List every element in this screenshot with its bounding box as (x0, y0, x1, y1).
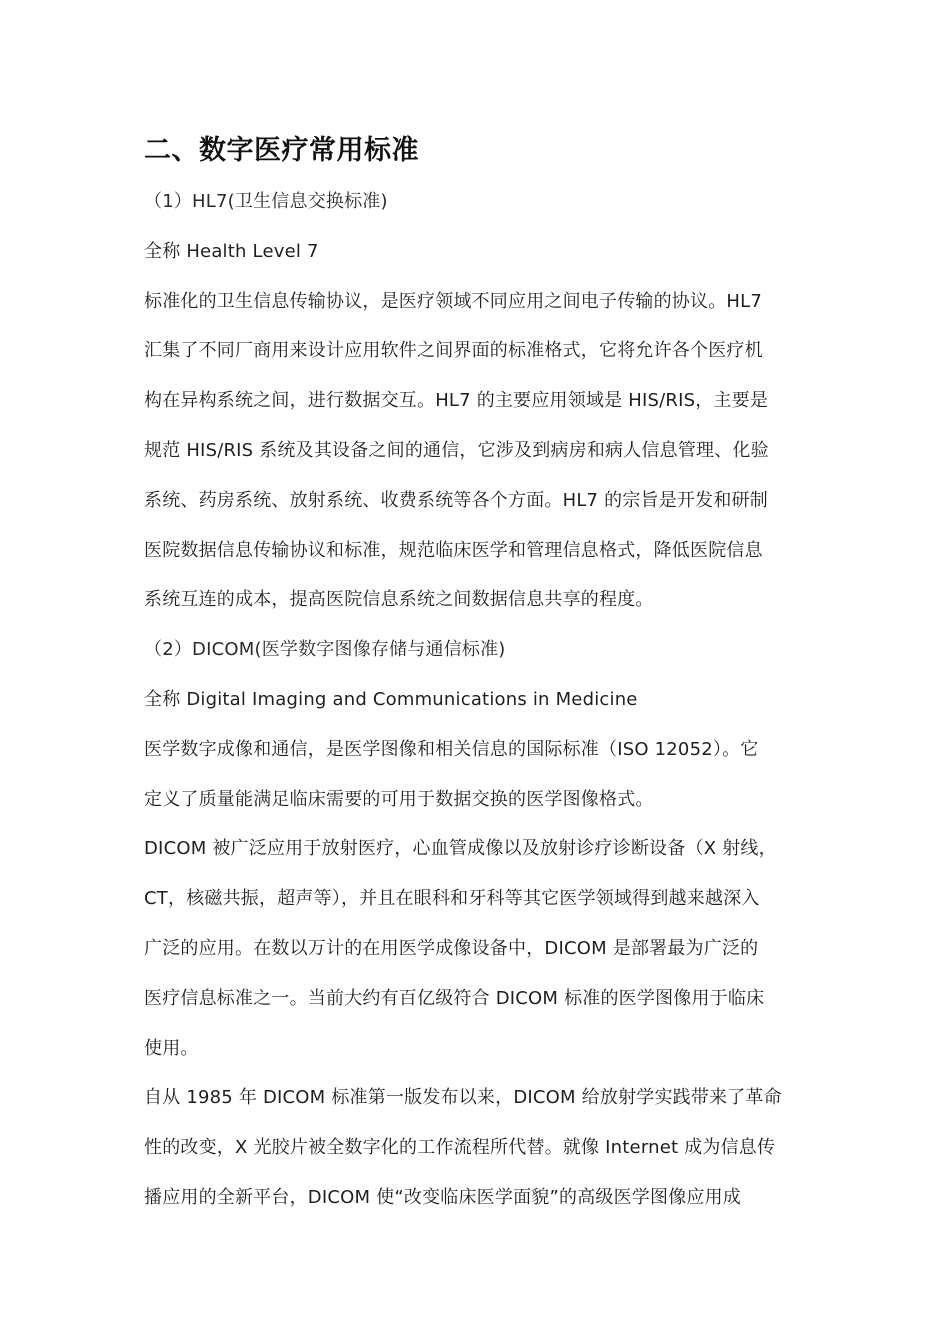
dicom-paragraph-line: 广泛的应用。在数以万计的在用医学成像设备中，DICOM 是部署最为广泛的 (144, 937, 759, 959)
section-heading: 二、数字医疗常用标准 (144, 135, 419, 166)
dicom-paragraph-line: 医疗信息标准之一。当前大约有百亿级符合 DICOM 标准的医学图像用于临床 (144, 987, 765, 1009)
dicom-history-line: 自从 1985 年 DICOM 标准第一版发布以来，DICOM 给放射学实践带来了革命 (144, 1087, 782, 1109)
dicom-history-line: 性的改变，X 光胶片被全数字化的工作流程所代替。就像 Internet 成为信息传 (144, 1137, 776, 1159)
hl7-paragraph-line: 系统互连的成本，提高医院信息系统之间数据信息共享的程度。 (144, 589, 654, 611)
hl7-paragraph-line: 构在异构系统之间，进行数据交互。HL7 的主要应用领域是 HIS/RIS，主要是 (144, 390, 769, 412)
dicom-history-line: 播应用的全新平台，DICOM 使“改变临床医学面貌”的高级医学图像应用成 (144, 1186, 742, 1208)
hl7-full-name: 全称 Health Level 7 (144, 240, 319, 262)
hl7-paragraph-line: 标准化的卫生信息传输协议，是医疗领域不同应用之间电子传输的协议。HL7 (144, 290, 763, 312)
subsection-hl7-heading: （1）HL7(卫生信息交换标准) (144, 191, 388, 212)
document-body (144, 125, 816, 1223)
subsection-dicom-heading: （2）DICOM(医学数字图像存储与通信标准) (144, 639, 506, 661)
hl7-paragraph-line: 汇集了不同厂商用来设计应用软件之间界面的标准格式，它将允许各个医疗机 (144, 340, 763, 362)
dicom-full-name: 全称 Digital Imaging and Communications in Medicine (144, 688, 638, 710)
hl7-paragraph-line: 规范 HIS/RIS 系统及其设备之间的通信，它涉及到病房和病人信息管理、化验 (144, 439, 769, 461)
dicom-paragraph-line: 医学数字成像和通信，是医学图像和相关信息的国际标准（ISO 12052）。它 (144, 738, 759, 760)
dicom-paragraph-line: 使用。 (144, 1037, 199, 1059)
dicom-paragraph-line: CT，核磁共振，超声等），并且在眼科和牙科等其它医学领域得到越来越深入 (144, 888, 760, 910)
hl7-paragraph-line: 系统、药房系统、放射系统、收费系统等各个方面。HL7 的宗旨是开发和研制 (144, 489, 768, 511)
dicom-paragraph-line: DICOM 被广泛应用于放射医疗，心血管成像以及放射诊疗诊断设备（X 射线， (144, 838, 777, 860)
dicom-paragraph-line: 定义了质量能满足临床需要的可用于数据交换的医学图像格式。 (144, 788, 654, 810)
hl7-paragraph-line: 医院数据信息传输协议和标准，规范临床医学和管理信息格式，降低医院信息 (144, 539, 763, 561)
